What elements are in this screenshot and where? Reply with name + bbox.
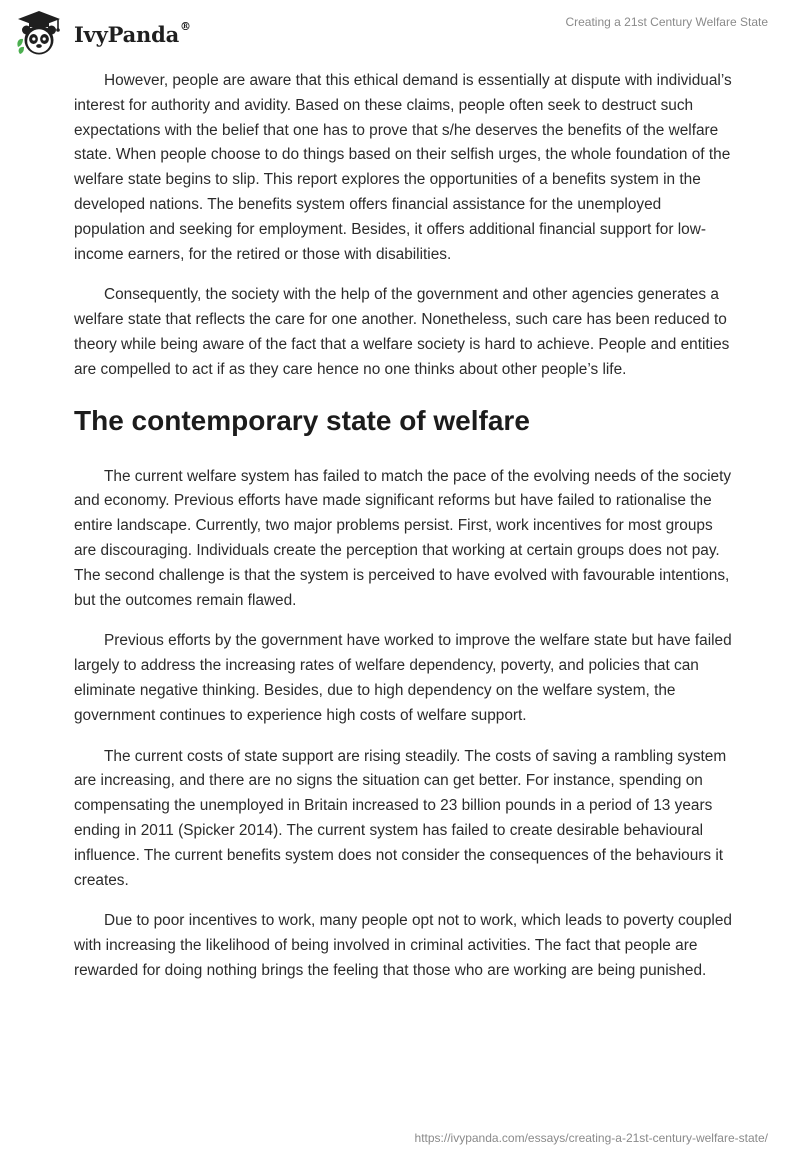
- registered-mark: ®: [180, 19, 191, 33]
- paragraph: The current costs of state support are rising steadily. The costs of saving a rambling system are increasing, and there are no signs the situation can get better. For instance, spending on compensating the unemployed in Britain increased to 23 billion pounds in a period of 13 years ending in 2011 (Spicker 2014). The current system has failed to create desirable behavioural influence. The current benefits system does not consider the consequences of the behaviours it creates.: [74, 747, 727, 889]
- paragraph: Previous efforts by the government have worked to improve the welfare state but have failed largely to address the increasing rates of welfare dependency, poverty, and policies that can eliminate negative thinking. Besides, due to high dependency on the welfare system, the government continues to experience high costs of welfare support.: [74, 632, 732, 724]
- ivypanda-logo[interactable]: [14, 9, 191, 57]
- paragraph: The current welfare system has failed to match the pace of the evolving needs of the society and economy. Previous efforts have made significant reforms but have failed to rationalise the entire landscape. Currently, two major problems persist. First, work incentives for most groups are discouraging. Individuals create the perception that working at certain groups does not pay. The second challenge is that the system is perceived to have evolved with favourable intentions, but the outcomes remain flawed.: [74, 467, 732, 609]
- paragraph: Due to poor incentives to work, many people opt not to work, which leads to poverty coupled with increasing the likelihood of being involved in criminal activities. The fact that people are rewarded for doing nothing brings the feeling that those who are working are being punished.: [74, 912, 732, 979]
- page-header: [0, 0, 800, 64]
- source-url-link[interactable]: https://ivypanda.com/essays/creating-a-21st-century-welfare-state/: [414, 1131, 768, 1145]
- section-heading: The contemporary state of welfare: [74, 404, 530, 436]
- paragraph: However, people are aware that this ethical demand is essentially at dispute with individual’s interest for authority and avidity. Based on these claims, people often seek to destruct such expectations with the belief that one has to prove that s/he deserves the benefits of the welfare state. When people choose to do things based on their selfish urges, the whole foundation of the welfare state begins to slip. This report explores the opportunities of a benefits system in the developed nations. The benefits system offers financial assistance for the unemployed population and seeking for employment. Besides, it offers additional financial support for low-income earners, for the retired or those with disabilities.: [74, 72, 732, 263]
- article-body: [74, 69, 734, 1000]
- panda-graduation-cap-icon: [14, 9, 64, 57]
- document-title: Creating a 21st Century Welfare State: [565, 15, 768, 29]
- paragraph: Consequently, the society with the help of the government and other agencies generates a welfare state that reflects the care for one another. Nonetheless, such care has been reduced to theory while being aware of the fact that a welfare society is hard to achieve. People and entities are compelled to act if as they care hence no one thinks about other people’s life.: [74, 286, 730, 378]
- brand-name: IvyPanda®: [74, 19, 191, 47]
